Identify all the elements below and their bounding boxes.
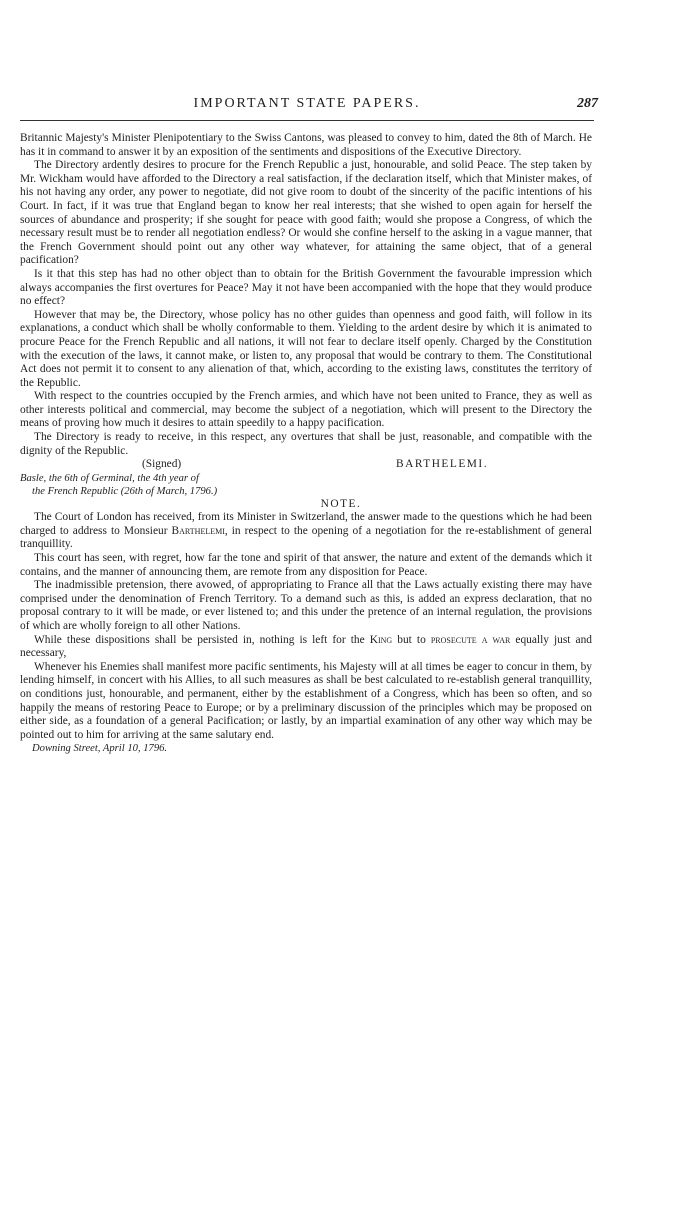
text: but to — [397, 633, 426, 646]
paragraph — [20, 511, 592, 552]
signed-label: (Signed) — [142, 458, 182, 471]
king: King — [369, 633, 393, 646]
paragraph: Whenever his Enemies shall manifest more pacific sentiments, his Majesty will at all times be eager to concur in them, by lending himself, in concert with his Allies, to all such measures as shall be best calculated to re-establish general tranquillity, on conditions just, honourable, and permanent, either by the establishment of a Congress, which has been so often, and so happily the means of restoring Peace to Europe; or by a preliminary discussion of the principles which may be proposed on either side, as a foundation of a general Pacification; or lastly, by an impartial examination of any other way which may be pointed out to him for arriving at the same salutary end. — [20, 660, 592, 741]
page-number: 287 — [577, 96, 598, 111]
text: The Court of London has received, from its Minister in Switzerland, the answer made to the questions which he had been charged to address to Monsieur — [20, 511, 592, 537]
paragraph: Britannic Majesty's Minister Plenipotentiary to the Swiss Cantons, was pleased to convey to him, dated the 8th of March. He has it in command to answer it by an exposition of the sentiments and dispositions of the Executive Directory. — [20, 132, 592, 158]
page-header — [20, 96, 598, 121]
paragraph: With respect to the countries occupied by the French armies, and which have not been united to France, they as well as other interests political and commercial, may become the subject of a negotiation, which will present to the Directory the means of proving how much it desires to attain speedily to a happy pacification. — [20, 390, 592, 430]
paragraph: However that may be, the Directory, whose policy has no other guides than openness and good faith, will follow in its explanations, a conduct which shall be wholly conformable to them. Yielding to the ardent desire by which it is animated to procure Peace for the French Republic and all nations, it will not fear to declare itself openly. Charged by the Constitution with the execution of the laws, it cannot make, or listen to, any proposal that would be contrary to them. The Constitutional Act does not permit it to consent to any alienation of that, which, according to the existing laws, constitutes the territory of the Republic. — [20, 308, 592, 389]
paragraph: Is it that this step has had no other object than to obtain for the British Government the favourable impression which always accompanies the first overtures for Peace? May it not have been accompanied with the hope that they would produce no effect? — [20, 267, 592, 308]
person-name: Barthelemi — [171, 524, 225, 537]
signature: BARTHELEMI. — [396, 458, 489, 471]
prosecute-a-war: prosecute a war — [430, 633, 511, 646]
text: , in respect to the opening of a negotiation for the re-establishment of general tranquillity. — [20, 524, 592, 551]
signature-line — [20, 458, 592, 472]
closing-dateline: Downing Street, April 10, 1796. — [32, 743, 168, 755]
dateline: the French Republic (26th of March, 1796.) — [32, 486, 218, 498]
paragraph: The Directory is ready to receive, in this respect, any overtures that shall be just, reasonable, and compatible with the dignity of the Republic. — [20, 431, 592, 457]
running-head: IMPORTANT STATE PAPERS. — [193, 96, 421, 111]
dateline: Basle, the 6th of Germinal, the 4th year of — [20, 473, 199, 485]
note-heading: NOTE. — [320, 498, 362, 511]
text: equally just and necessary, — [20, 633, 592, 660]
paragraph — [20, 634, 592, 661]
paragraph: The Directory ardently desires to procure for the French Republic a just, honourable, and solid Peace. The step taken by Mr. Wickham would have afforded to the Directory a real satisfaction, if the declaration itself, which that Minister makes, of his not having any order, any power to negotiate, did not give room to doubt of the sincerity of the pacific intentions of his Court. In fact, if it was true that England began to know her real interests; that she wished to open again for herself the sources of abundance and prosperity; if she sought for peace with good faith; would she propose a Congress, of which the necessary result must be to render all negotiation endless? Or would she confine herself to the asking in a vague manner, that the French Government should point out any other way whatever, for attaining the same object, that of a general pacification? — [20, 159, 592, 267]
paragraph: This court has seen, with regret, how far the tone and spirit of that answer, the nature and extent of the demands which it contains, and the manner of announcing them, are remote from any disposition for Peace. — [20, 552, 592, 578]
page-body — [20, 132, 592, 756]
text: While these dispositions shall be persisted in, nothing is left for the — [34, 633, 365, 646]
paragraph: The inadmissible pretension, there avowed, of appropriating to France all that the Laws actually existing there may have comprised under the denomination of French Territory. To a demand such as this, is added an express declaration, that no proposal contrary to it will be made, or ever listened to; and this under the pretence of an internal regulation, the provisions of which are wholly foreign to all other Nations. — [20, 579, 592, 632]
